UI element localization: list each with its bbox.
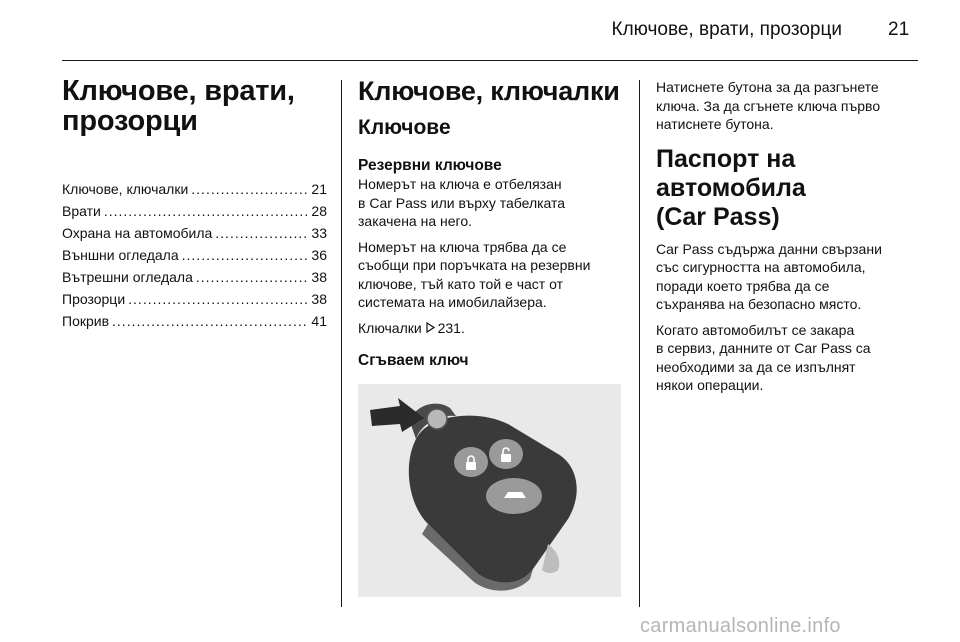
spare-keys-paragraph-2	[358, 238, 626, 312]
text-line: Натиснете бутона за да разгънете	[656, 79, 879, 95]
toc-entry-page: 33	[311, 225, 327, 241]
text-line: ключове, тъй като той е част от	[358, 275, 563, 292]
text-line: системата на имобилайзера.	[358, 294, 547, 310]
text-line: закачена на него.	[358, 213, 473, 229]
toc-entry[interactable]	[62, 178, 327, 200]
toc-entry[interactable]	[62, 288, 327, 310]
toc-entry-page: 28	[311, 203, 327, 219]
folding-key-drawing	[358, 384, 621, 597]
toc-entry-page: 21	[311, 181, 327, 197]
car-pass-heading-line-2: (Car Pass)	[656, 202, 780, 231]
text-line: Номерът на ключа трябва да се	[358, 238, 567, 255]
text-line: Когато автомобилът се закара	[656, 321, 855, 338]
toc-entry[interactable]	[62, 200, 327, 222]
toc-entry-page: 41	[311, 313, 327, 329]
toc-entry-label: Прозорци	[62, 291, 126, 307]
car-pass-heading-line-1: Паспорт на автомобила	[656, 144, 806, 202]
text-line: съхранява на безопасно място.	[656, 296, 862, 312]
car-pass-heading	[656, 145, 926, 232]
text-line: в Car Pass или върху табелката	[358, 194, 566, 211]
page-number: 21	[888, 19, 910, 40]
folding-key-heading: Сгъваем ключ	[358, 352, 469, 369]
page-reference-arrow-icon	[426, 322, 435, 333]
toc-entry[interactable]	[62, 244, 327, 266]
toc-leader-dots	[191, 178, 308, 200]
toc-leader-dots	[112, 310, 308, 332]
text-line: със сигурността на автомобила,	[656, 259, 866, 275]
right-column	[656, 78, 926, 402]
car-pass-paragraph-2	[656, 321, 926, 395]
toc-entry-page: 38	[311, 291, 327, 307]
text-line: в сервиз, данните от Car Pass са	[656, 340, 871, 356]
chapter-title-line-2: прозорци	[62, 105, 198, 137]
toc-leader-dots	[196, 266, 309, 288]
text-line: Car Pass съдържа данни свързани	[656, 240, 882, 257]
toc-entry-label: Вътрешни огледала	[62, 269, 193, 285]
text-line: Номерът на ключа е отбелязан	[358, 176, 562, 192]
toc-leader-dots	[104, 200, 309, 222]
toc-entry[interactable]	[62, 266, 327, 288]
running-header-title: Ключове, врати, прозорци	[611, 19, 842, 40]
toc-entry[interactable]	[62, 310, 327, 332]
toc-entry-label: Външни огледала	[62, 247, 179, 263]
toc-entry[interactable]	[62, 222, 327, 244]
key-release-button-icon	[427, 409, 447, 429]
toc-entry-label: Ключове, ключалки	[62, 181, 189, 197]
section-title: Ключове, ключалки	[358, 76, 620, 106]
column-divider-left	[341, 80, 342, 607]
keys-locks-section	[358, 76, 626, 597]
text-line: съобщи при поръчката на резервни	[358, 257, 591, 273]
toc-entry-page: 36	[311, 247, 327, 263]
text-line: необходими за да се изпълнят	[656, 358, 856, 375]
toc-entry-label: Охрана на автомобила	[62, 225, 213, 241]
chapter-title-line-1: Ключове, врати,	[62, 75, 295, 107]
spare-keys-heading: Резервни ключове	[358, 157, 502, 174]
text-line: ключа. За да сгънете ключа първо	[656, 97, 881, 114]
toc-entry-label: Врати	[62, 203, 101, 219]
car-pass-paragraph-1	[656, 240, 926, 314]
toc-list	[62, 178, 327, 332]
cross-reference[interactable]	[358, 319, 626, 338]
xref-page: 231.	[437, 319, 465, 336]
chapter-toc	[62, 76, 327, 332]
toc-leader-dots	[128, 288, 308, 310]
text-line: някои операции.	[656, 377, 764, 393]
toc-leader-dots	[215, 222, 308, 244]
header-rule	[62, 60, 918, 61]
text-line: натиснете бутона.	[656, 116, 774, 132]
folding-key-illustration	[358, 384, 621, 597]
watermark: carmanualsonline.info	[640, 615, 841, 637]
column-divider-right	[639, 80, 640, 607]
toc-entry-label: Покрив	[62, 313, 110, 329]
subsection-title: Ключове	[358, 116, 451, 139]
text-line: поради което трябва да се	[656, 277, 830, 294]
toc-leader-dots	[182, 244, 309, 266]
toc-entry-page: 38	[311, 269, 327, 285]
chapter-title	[62, 76, 327, 136]
xref-label: Ключалки	[358, 319, 422, 336]
spare-keys-paragraph-1	[358, 175, 626, 231]
folding-key-instructions	[656, 78, 926, 134]
